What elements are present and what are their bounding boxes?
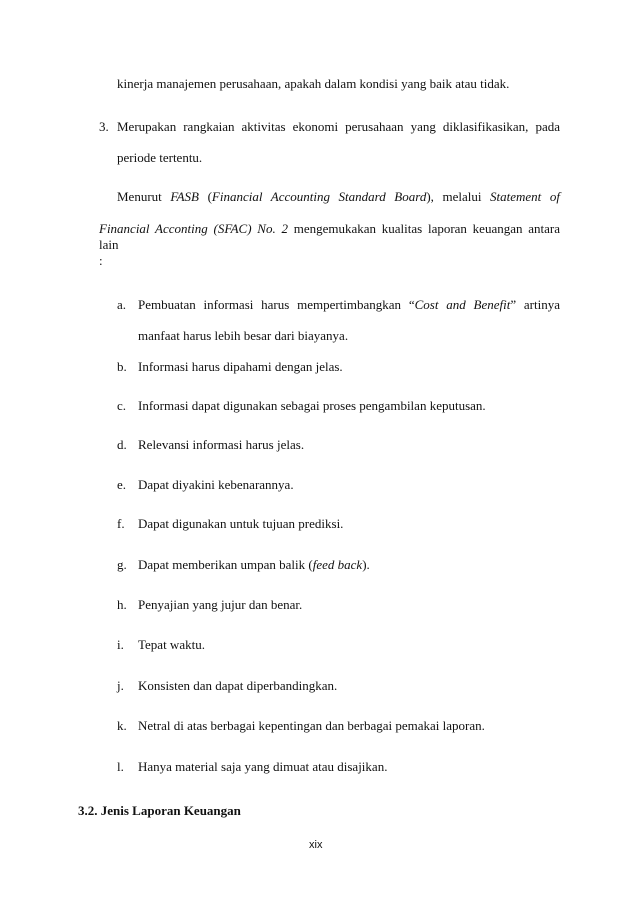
list-item-b: Informasi harus dipahami dengan jelas.: [138, 359, 343, 374]
page-number: xix: [309, 839, 323, 851]
list-marker-b: b.: [117, 359, 127, 374]
list-item-j: Konsisten dan dapat diperbandingkan.: [138, 678, 338, 693]
list-marker-j: j.: [117, 678, 124, 693]
list-item-c: Informasi dapat digunakan sebagai proses pengambilan keputusan.: [138, 398, 486, 413]
list-marker-h: h.: [117, 597, 127, 612]
list-marker-l: l.: [117, 759, 124, 774]
list-item-g: Dapat memberikan umpan balik (feed back).: [138, 557, 370, 572]
list-marker-i: i.: [117, 637, 124, 652]
list-marker-g: g.: [117, 557, 127, 572]
paragraph-line-1: Menurut FASB (Financial Accounting Standard Board), melalui Statement of: [117, 189, 560, 204]
paragraph-line-2: Financial Acconting (SFAC) No. 2 mengemukakan kualitas laporan keuangan antara lain: [99, 221, 560, 252]
list-item-k: Netral di atas berbagai kepentingan dan berbagai pemakai laporan.: [138, 718, 485, 733]
continuation-line: kinerja manajemen perusahaan, apakah dalam kondisi yang baik atau tidak.: [117, 76, 510, 91]
list-item-e: Dapat diyakini kebenarannya.: [138, 477, 294, 492]
list-marker-c: c.: [117, 398, 127, 413]
item-3-number: 3.: [99, 119, 109, 134]
item-3-line-2: periode tertentu.: [117, 150, 203, 165]
list-marker-f: f.: [117, 516, 125, 531]
list-item-d: Relevansi informasi harus jelas.: [138, 437, 305, 452]
list-marker-a: a.: [117, 297, 127, 312]
list-marker-e: e.: [117, 477, 127, 492]
list-marker-k: k.: [117, 718, 127, 733]
list-item-a-line-1: Pembuatan informasi harus mempertimbangkan “Cost and Benefit” artinya: [138, 297, 560, 312]
section-heading: 3.2. Jenis Laporan Keuangan: [78, 803, 241, 818]
list-item-i: Tepat waktu.: [138, 637, 205, 652]
list-item-f: Dapat digunakan untuk tujuan prediksi.: [138, 516, 344, 531]
list-item-a-line-2: manfaat harus lebih besar dari biayanya.: [138, 328, 349, 343]
item-3-line-1: Merupakan rangkaian aktivitas ekonomi perusahaan yang diklasifikasikan, pada: [117, 119, 560, 134]
list-item-l: Hanya material saja yang dimuat atau disajikan.: [138, 759, 388, 774]
paragraph-line-3: :: [99, 253, 103, 268]
list-marker-d: d.: [117, 437, 127, 452]
list-item-h: Penyajian yang jujur dan benar.: [138, 597, 303, 612]
